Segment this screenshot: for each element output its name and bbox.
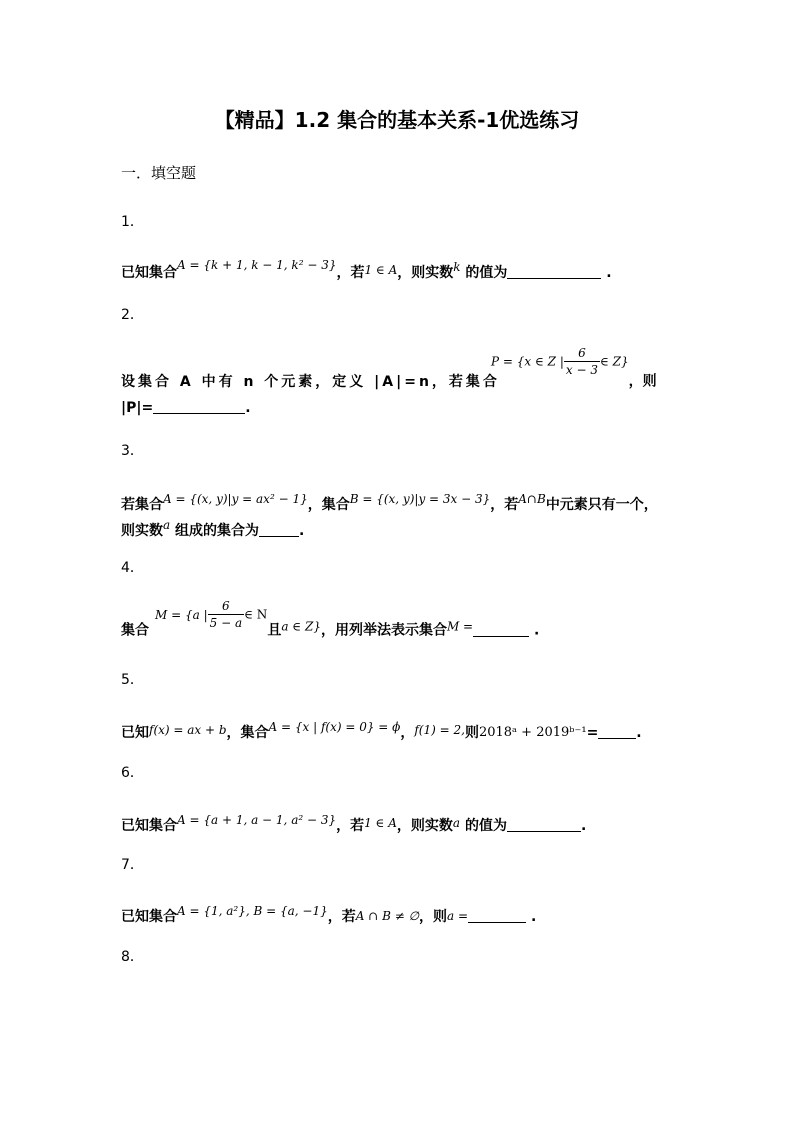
formula: ∈ N — [244, 607, 268, 622]
formula: a — [163, 518, 171, 532]
question-6: 已知集合A = {a + 1, a − 1, a² − 3}，若1 ∈ A，则实数a 的值为 . — [121, 813, 587, 834]
formula: a — [452, 816, 461, 830]
question-number: 2． — [121, 307, 144, 323]
question-5: 已知f(x) = ax + b，集合A = {x | f(x) = 0} = ϕ，f(1) = 2,则2018ᵃ + 2019ᵇ⁻¹= . — [121, 720, 642, 741]
question-number: 4． — [121, 560, 144, 576]
question-number: 5． — [121, 672, 144, 688]
formula: M = — [446, 619, 474, 634]
answer-blank[interactable] — [468, 910, 526, 923]
page-title: 【精品】1.2 集合的基本关系-1优选练习 — [214, 108, 580, 132]
formula: A = {k + 1, k − 1, k² − 3} — [177, 258, 337, 272]
formula: ∈ Z} — [599, 354, 629, 369]
question-number: 8． — [121, 949, 144, 965]
answer-blank[interactable] — [473, 624, 529, 637]
question-3: 若集合A = {(x, y)|y = ax² − 1}，集合B = {(x, y)|y = 3x − 3}，若A∩B中元素只有一个， — [121, 492, 658, 513]
formula: f(1) = 2, — [414, 723, 465, 737]
answer-blank[interactable] — [507, 819, 581, 832]
formula: 1 ∈ A — [364, 816, 397, 830]
section-heading: 一．填空题 — [121, 164, 197, 182]
formula: 2018ᵃ + 2019ᵇ⁻¹ — [478, 725, 587, 740]
formula: A ∩ B ≠ ∅ — [355, 909, 420, 923]
question-number: 6． — [121, 765, 144, 781]
question-3-line-2: 则实数a 组成的集合为 . — [121, 518, 305, 539]
formula: a = — [447, 909, 469, 923]
question-2: 设集合 A 中有 n 个元素，定义 |A|=n，若集合P = {x ∈ Z | $\frac{6}{x - 3}$ ∈ Z}，则 — [121, 346, 657, 390]
answer-blank[interactable] — [153, 401, 245, 414]
question-2-line-2: |P|= . — [121, 400, 251, 416]
question-7: 已知集合A = {1, a²}, B = {a, −1}，若A ∩ B ≠ ∅，则a = . — [121, 904, 537, 925]
formula: A = {1, a²}, B = {a, −1} — [177, 904, 328, 918]
question-number: 7． — [121, 857, 144, 873]
formula: 1 ∈ A — [364, 263, 398, 277]
formula: a ∈ Z} — [281, 619, 321, 634]
formula: B = {(x, y)|y = 3x − 3} — [349, 492, 491, 506]
question-4: 集合M = {a | $\frac{6}{5 - a}$ ∈ N且a ∈ Z}，用列举法表示集合M = . — [121, 599, 540, 639]
answer-blank[interactable] — [598, 726, 636, 739]
fraction: $\frac{6}{5 - a}$ — [209, 599, 243, 630]
formula: A∩B — [518, 492, 546, 506]
formula: P = {x ∈ Z | — [491, 354, 564, 369]
formula: k — [453, 260, 461, 274]
question-number: 1． — [121, 214, 144, 230]
answer-blank[interactable] — [259, 524, 299, 537]
question-number: 3． — [121, 443, 144, 459]
formula: A = {x | f(x) = 0} = ϕ — [268, 720, 401, 734]
formula: A = {(x, y)|y = ax² − 1} — [163, 492, 308, 506]
formula: f(x) = ax + b — [149, 723, 227, 737]
fraction: $\frac{6}{x - 3}$ — [565, 346, 598, 377]
question-1: 已知集合A = {k + 1, k − 1, k² − 3}，若1 ∈ A，则实数k 的值为 . — [121, 258, 612, 281]
formula: M = {a | — [155, 607, 208, 622]
formula: A = {a + 1, a − 1, a² − 3} — [177, 813, 337, 827]
answer-blank[interactable] — [507, 266, 601, 279]
